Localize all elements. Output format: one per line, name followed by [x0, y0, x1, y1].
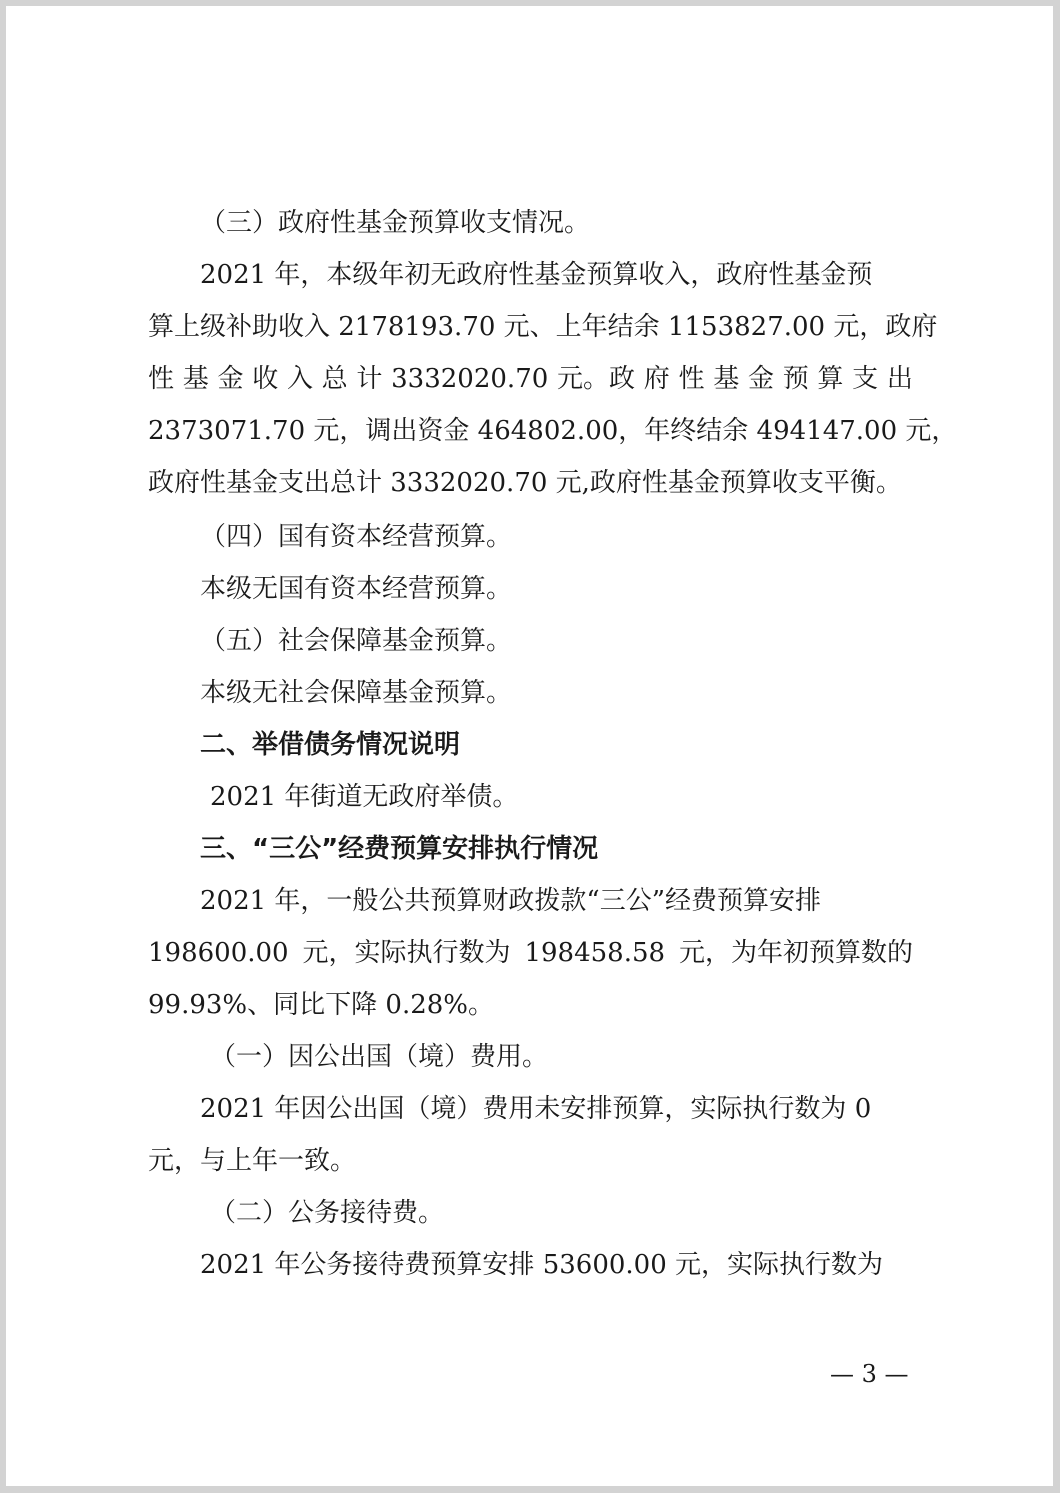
text-fragment: 基: [713, 364, 740, 394]
text-fragment: 性: [678, 364, 705, 394]
page-number: — 3 —: [830, 1360, 909, 1388]
paragraph-line-justified: [0, 936, 913, 970]
text-fragment: 元，实际执行数为: [302, 938, 511, 968]
paragraph-line: 本级无国有资本经营预算。: [200, 574, 513, 604]
section-heading-government-funds: （三）政府性基金预算收支情况。: [200, 208, 591, 238]
text-fragment: 198458.58: [524, 938, 666, 968]
text-fragment: 金: [217, 364, 244, 394]
paragraph-line: 元，与上年一致。: [148, 1146, 357, 1176]
paragraph-line: 本级无社会保障基金预算。: [200, 678, 513, 708]
subsection-heading-overseas-travel: （一）因公出国（境）费用。: [210, 1042, 549, 1072]
text-fragment: 基: [182, 364, 209, 394]
paragraph-line: 2021 年，一般公共预算财政拨款“三公”经费预算安排: [200, 886, 822, 916]
text-fragment: 预: [782, 364, 809, 394]
text-fragment: 性: [148, 364, 175, 394]
paragraph-line: 2021 年街道无政府举债。: [210, 782, 519, 812]
paragraph-line: 2021 年，本级年初无政府性基金预算收入，政府性基金预: [200, 260, 873, 290]
text-fragment: 出: [886, 364, 913, 394]
paragraph-line: 2021 年公务接待费预算安排 53600.00 元，实际执行数为: [200, 1250, 884, 1280]
text-fragment: 金: [747, 364, 774, 394]
paragraph-line-justified: [0, 362, 913, 396]
text-fragment: 元，为年初预算数的: [678, 938, 913, 968]
paragraph-line: 2021 年因公出国（境）费用未安排预算，实际执行数为 0: [200, 1094, 872, 1124]
section-heading-social-security: （五）社会保障基金预算。: [200, 626, 513, 656]
text-fragment: 元。政: [557, 364, 636, 394]
section-heading-state-capital: （四）国有资本经营预算。: [200, 522, 513, 552]
paragraph-line: 算上级补助收入 2178193.70 元、上年结余 1153827.00 元，政府: [148, 312, 938, 342]
text-fragment: 198600.00: [148, 938, 289, 968]
subsection-heading-reception: （二）公务接待费。: [210, 1198, 445, 1228]
paragraph-line: 2373071.70 元，调出资金 464802.00，年终结余 494147.00 元，: [148, 416, 958, 446]
text-fragment: 算: [817, 364, 844, 394]
text-fragment: 入: [286, 364, 313, 394]
text-fragment: 府: [643, 364, 670, 394]
text-fragment: 收: [252, 364, 279, 394]
part-heading-three-public-expenses: 三、“三公”经费预算安排执行情况: [200, 834, 599, 864]
paragraph-line: 政府性基金支出总计 3332020.70 元,政府性基金预算收支平衡。: [148, 468, 902, 498]
paragraph-line: 99.93%、同比下降 0.28%。: [148, 990, 494, 1020]
text-fragment: 计: [356, 364, 383, 394]
text-fragment: 总: [321, 364, 348, 394]
text-fragment: 3332020.70: [391, 364, 549, 394]
text-fragment: 支: [852, 364, 879, 394]
part-heading-debt: 二、举借债务情况说明: [200, 730, 461, 760]
